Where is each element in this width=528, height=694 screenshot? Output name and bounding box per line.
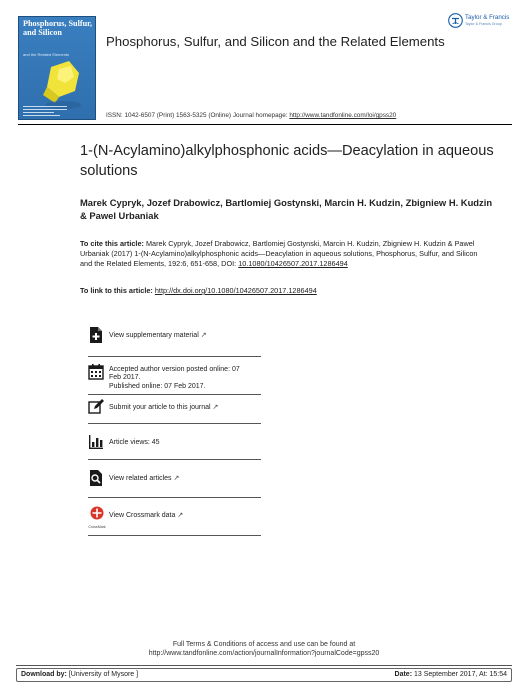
accepted-line-1: Accepted author version posted online: 07 <box>109 366 240 373</box>
related-label: View related articles <box>109 475 172 482</box>
download-value: [University of Mysore ] <box>66 671 139 678</box>
footer-divider <box>16 665 512 666</box>
publisher-tagline: Taylor & Francis Group <box>465 22 502 26</box>
item-divider <box>88 497 261 498</box>
cite-text: Marek Cypryk, Jozef Drabowicz, Bartlomiej Gostynski, Marcin H. Kudzin, Zbigniew H. Kudzin & Pawel Urbaniak (2017) 1-(N-Acylamino)alkylphosphonic acids—Deacylation in aqueous solutions, Phosphorus, Sulfur, and Silicon and the Related Elements, 192:6, 651-658, DOI: <box>80 239 478 268</box>
view-related-item[interactable] <box>88 470 261 488</box>
cover-subtitle: and the Related Elements <box>23 52 70 57</box>
document-plus-icon <box>88 327 104 343</box>
crossmark-label: View Crossmark data <box>109 512 176 519</box>
bar-chart-icon <box>88 434 104 450</box>
publisher-name: Taylor & Francis <box>465 14 510 21</box>
item-divider <box>88 535 261 536</box>
date-label: Date: <box>394 671 413 678</box>
article-views: Article views: 45 <box>109 439 160 446</box>
issn-line <box>106 112 396 119</box>
download-label: Download by: <box>21 671 67 678</box>
edit-icon <box>88 399 104 415</box>
journal-homepage-link[interactable]: http://www.tandfonline.com/loi/gpss20 <box>289 112 397 119</box>
article-title: 1-(N-Acylamino)alkylphosphonic acids—Deacylation in aqueous solutions <box>80 143 494 179</box>
crossmark-logo-text: CrossMark <box>88 525 106 529</box>
posted-online-item <box>88 363 261 393</box>
issn-text: ISSN: 1042-6507 (Print) 1563-5325 (Online) Journal homepage: <box>106 112 290 119</box>
crossmark-icon <box>88 506 106 529</box>
external-link-icon: ↗ <box>173 475 180 482</box>
submit-label: Submit your article to this journal <box>109 404 211 411</box>
doi-link[interactable]: 10.1080/10426507.2017.1286494 <box>238 258 348 268</box>
journal-title[interactable]: Phosphorus, Sulfur, and Silicon and the Related Elements <box>106 34 445 49</box>
citation-block <box>80 239 490 268</box>
submit-article-item[interactable] <box>88 399 261 417</box>
search-document-icon <box>88 470 104 486</box>
item-divider <box>88 459 261 460</box>
date-value: 13 September 2017, At: 15:54 <box>412 671 507 678</box>
accepted-line-2: Feb 2017. <box>109 374 141 382</box>
published-online: Published online: 07 Feb 2017. <box>109 382 206 390</box>
cover-text-lines <box>23 104 67 116</box>
cover-title: Phosphorus, Sulfur, and Silicon <box>23 19 93 37</box>
article-permalink[interactable]: http://dx.doi.org/10.1080/10426507.2017.1286494 <box>154 286 317 295</box>
download-info-bar <box>16 668 512 682</box>
header-divider <box>18 124 512 125</box>
supplementary-label: View supplementary material <box>109 332 199 339</box>
article-link-line <box>80 286 317 295</box>
view-crossmark-item[interactable] <box>88 506 261 529</box>
view-supplementary-item[interactable] <box>88 327 261 347</box>
item-divider <box>88 356 261 357</box>
external-link-icon: ↗ <box>200 332 207 339</box>
calendar-icon <box>88 364 104 380</box>
journal-cover-image <box>18 16 96 120</box>
item-divider <box>88 423 261 424</box>
terms-line-1: Full Terms & Conditions of access and use can be found at <box>172 641 356 648</box>
cite-label: To cite this article: <box>80 239 146 248</box>
external-link-icon: ↗ <box>177 512 184 519</box>
article-views-item <box>88 434 261 452</box>
link-label: To link to this article: <box>80 286 155 295</box>
external-link-icon: ↗ <box>212 404 219 411</box>
publisher-logo[interactable] <box>448 12 518 34</box>
item-divider <box>88 394 261 395</box>
terms-url[interactable]: http://www.tandfonline.com/action/journalInformation?journalCode=gpss20 <box>148 650 380 657</box>
taylor-francis-logo-icon <box>448 13 463 28</box>
article-authors: Marek Cypryk, Jozef Drabowicz, Bartlomiej Gostynski, Marcin H. Kudzin, Zbigniew H. Kudzin & Pawel Urbaniak <box>80 197 493 221</box>
terms-notice <box>0 640 528 658</box>
